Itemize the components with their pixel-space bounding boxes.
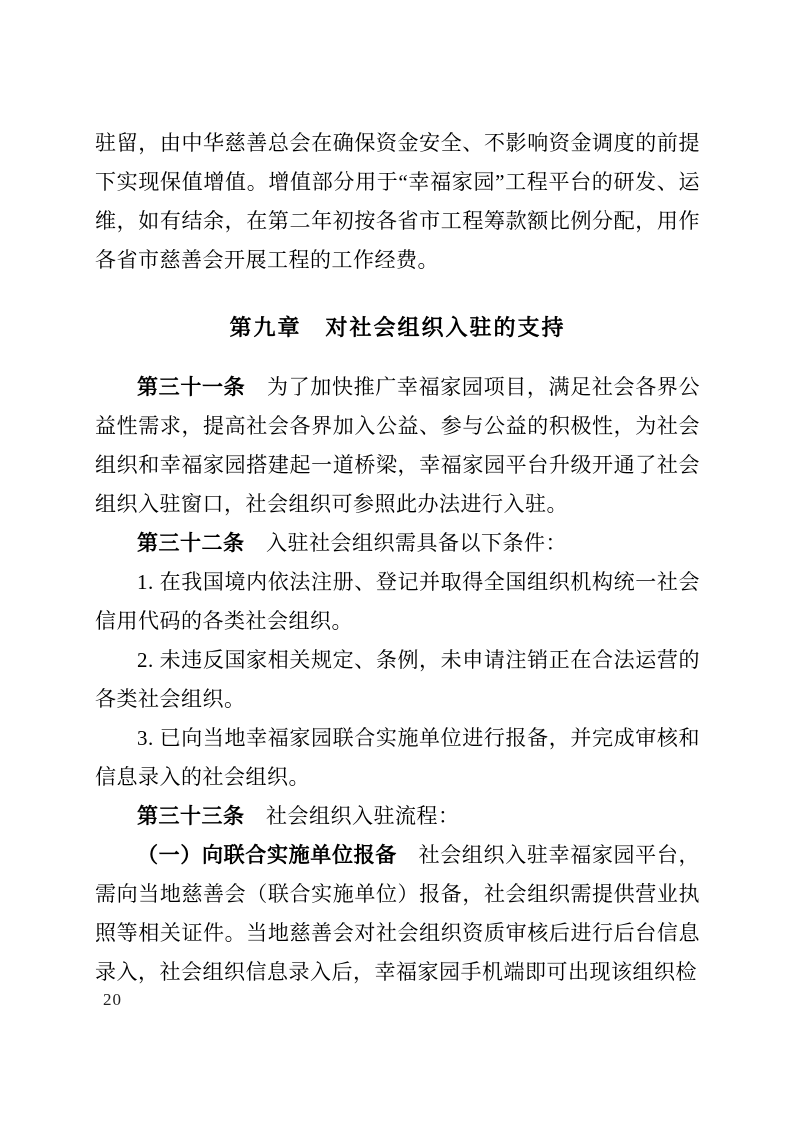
paragraph [95,641,700,719]
paragraph [95,124,700,280]
paragraph [95,719,700,797]
bold-text: 第三十三条 [137,804,245,828]
body-text: 3. 已向当地幸福家园联合实施单位进行报备，并完成审核和信息录入的社会组织。 [95,726,700,789]
paragraph [95,368,700,524]
body-text: 2. 未违反国家相关规定、条例，未申请注销正在合法运营的各类社会组织。 [95,648,700,711]
paragraph [95,524,700,563]
body-text: 社会组织入驻流程： [244,804,460,828]
paragraph [95,563,700,641]
bold-text: 第三十一条 [137,375,246,399]
body-text: 为了加快推广幸福家园项目，满足社会各界公益性需求，提高社会各界加入公益、参与公益的积极性，为社会组织和幸福家园搭建起一道桥梁，幸福家园平台升级开通了社会组织入驻窗口，社会组织可参照此办法进行入驻。 [95,375,701,516]
bold-text: （一）向联合实施单位报备 [137,843,397,867]
document-body [95,124,700,992]
bold-text: 第九章 对社会组织入驻的支持 [229,315,566,340]
body-text: 入驻社会组织需具备以下条件： [244,531,567,555]
body-text: 社会组织入驻幸福家园平台，需向当地慈善会（联合实施单位）报备，社会组织需提供营业执照等相关证件。当地慈善会对社会组织资质审核后进行后台信息录入，社会组织信息录入后，幸福家园手机端即可出现该组织检 [95,843,701,984]
bold-text: 第三十二条 [137,531,245,555]
body-text: 驻留，由中华慈善总会在确保资金安全、不影响资金调度的前提下实现保值增值。增值部分用于“幸福家园”工程平台的研发、运维，如有结余，在第二年初按各省市工程筹款额比例分配，用作各省市慈善会开展工程的工作经费。 [95,131,700,272]
chapter-heading [95,308,700,347]
paragraph [95,797,700,836]
body-text: 1. 在我国境内依法注册、登记并取得全国组织机构统一社会信用代码的各类社会组织。 [95,570,700,633]
paragraph [95,836,700,992]
page-number: 20 [103,990,122,1009]
